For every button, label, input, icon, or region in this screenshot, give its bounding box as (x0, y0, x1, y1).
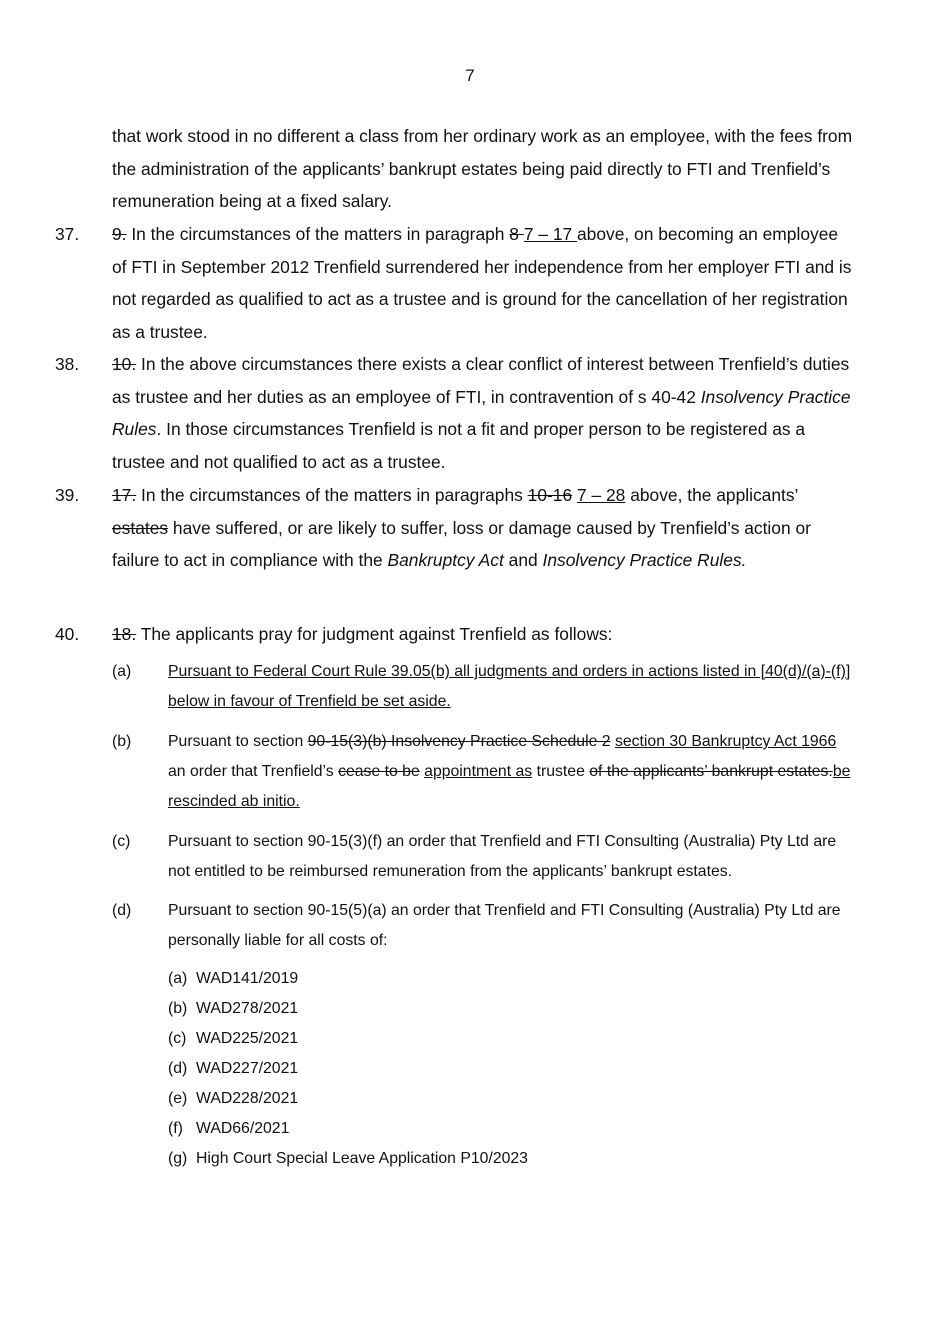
cost-list-item (168, 1024, 298, 1054)
paragraph-text: have suffered, or are likely to suffer, loss or damage caused by Trenfield’s action or failure to act in compliance with the (112, 517, 811, 571)
list-item-label: (a) (168, 970, 188, 987)
paragraph-number-38: 38. (55, 354, 80, 374)
list-item-label: (b) (168, 1000, 188, 1017)
list-item-label: (d) (168, 1060, 188, 1077)
list-item-text: WAD225/2021 (196, 1030, 299, 1047)
deleted-number: 9. (112, 224, 127, 244)
sub-item-c (168, 827, 858, 887)
deleted-text: 8 (509, 224, 524, 244)
paragraph-text: above, the applicants’ (625, 485, 798, 505)
sub-item-text: Pursuant to section 90-15(3)(f) an order that Trenfield and FTI Consulting (Australia) Pty Ltd are not entitled to be reimbursed remuneration from the applicants’ bankrupt estates. (168, 833, 837, 880)
list-item-text: WAD141/2019 (196, 970, 299, 987)
sub-item-d (168, 896, 858, 956)
list-item-label: (c) (168, 1030, 187, 1047)
deleted-number: 18. (112, 624, 137, 644)
italic-citation: Insolvency Practice Rules (112, 386, 851, 440)
deleted-text: 90-15(3)(b) Insolvency Practice Schedule 2 (307, 733, 611, 750)
list-item-label: (e) (168, 1090, 188, 1107)
page-number: 7 (465, 66, 475, 85)
paragraph-text: and (503, 550, 543, 571)
list-item-text: WAD227/2021 (196, 1060, 299, 1077)
list-item-text: WAD278/2021 (196, 1000, 299, 1017)
paragraph-text: In the circumstances of the matters in paragraph (126, 224, 510, 244)
sub-item-text: Pursuant to section (168, 733, 308, 750)
paragraph-text: that work stood in no different a class from her ordinary work as an employee, with the fees from the administration of the applicants’ bankrupt estates being paid directly to FTI and Trenfield’s remuneration being at a fixed salary. (112, 126, 853, 212)
paragraph-38 (112, 348, 857, 478)
sub-item-text: an order that Trenfield’s (168, 763, 339, 780)
cost-list-item (168, 994, 298, 1024)
inserted-text: be rescinded ab initio. (168, 763, 851, 810)
list-item-text: WAD228/2021 (196, 1090, 299, 1107)
inserted-text: 7 – 17 (523, 224, 577, 244)
sub-item-text: trustee (532, 763, 590, 780)
paragraph-number-39: 39. (55, 485, 80, 505)
paragraph-number-37: 37. (55, 224, 80, 244)
deleted-text: of the applicants’ bankrupt estates. (589, 763, 833, 780)
paragraph-text: above, on becoming an employee of FTI in September 2012 Trenfield surrendered her independence from her employer FTI and is not regarded as qualified to act as a trustee and is ground for the cancellation of her registration as a trustee. (112, 224, 852, 342)
sub-item-b (168, 727, 858, 817)
cost-list-item (168, 1114, 289, 1144)
inserted-text: appointment as (424, 763, 533, 780)
sub-item-a (168, 657, 858, 717)
paragraph-text: . In those circumstances Trenfield is not a fit and proper person to be registered as a trustee and not qualified to act as a trustee. (112, 419, 806, 472)
paragraph-39 (112, 479, 857, 577)
sub-item-label-a: (a) (112, 663, 132, 680)
paragraph-40 (112, 618, 857, 651)
paragraph-37 (112, 218, 857, 348)
inserted-text: Pursuant to Federal Court Rule 39.05(b) all judgments and orders in actions listed in [40(d)/(a)-(f)] below in favour of Trenfield be set aside. (168, 663, 851, 710)
deleted-number: 17. (112, 485, 137, 505)
list-item-label: (g) (168, 1150, 188, 1167)
cost-list-item (168, 1144, 528, 1174)
deleted-text: cease to be (338, 763, 420, 780)
continuation-paragraph (112, 120, 857, 218)
italic-citation: Bankruptcy Act (387, 550, 504, 571)
sub-item-label-b: (b) (112, 733, 132, 750)
deleted-number: 10. (112, 354, 137, 374)
paragraph-number-40: 40. (55, 624, 80, 644)
list-item-text: High Court Special Leave Application P10/2023 (196, 1150, 528, 1167)
list-item-text: WAD66/2021 (196, 1120, 290, 1137)
sub-item-label-c: (c) (112, 833, 131, 850)
deleted-text: estates (112, 517, 169, 538)
list-item-label: (f) (168, 1120, 183, 1137)
cost-list-item (168, 1054, 298, 1084)
paragraph-text: The applicants pray for judgment against Trenfield as follows: (136, 624, 613, 644)
sub-item-text: Pursuant to section 90-15(5)(a) an order that Trenfield and FTI Consulting (Australia) Pty Ltd are personally liable for all costs of: (168, 902, 841, 949)
paragraph-text: In the above circumstances there exists a clear conflict of interest between Trenfield’s duties as trustee and her duties as an employee of FTI, in contravention of s 40-42 (112, 354, 850, 407)
sub-item-label-d: (d) (112, 902, 132, 919)
inserted-text: section 30 Bankruptcy Act 1966 (614, 733, 837, 750)
italic-citation: Insolvency Practice Rules. (542, 550, 747, 571)
cost-list-item (168, 1084, 298, 1114)
paragraph-text: In the circumstances of the matters in paragraphs (136, 485, 528, 505)
deleted-text: 10-16 (527, 485, 573, 505)
cost-list-item (168, 964, 298, 994)
inserted-text: 7 – 28 (577, 485, 626, 505)
